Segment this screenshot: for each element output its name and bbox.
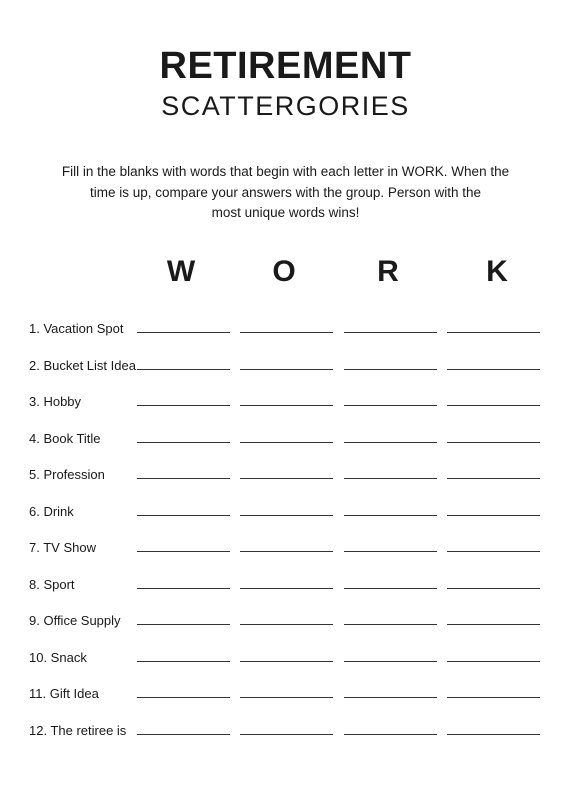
answer-blank-k[interactable] <box>447 478 540 479</box>
category-label: 1. Vacation Spot <box>29 321 124 336</box>
answer-blank-k[interactable] <box>447 442 540 443</box>
answer-blank-o[interactable] <box>240 515 333 516</box>
answer-blank-r[interactable] <box>344 442 437 443</box>
category-row <box>0 427 571 451</box>
category-label: 8. Sport <box>29 576 75 592</box>
category-label: 10. Snack <box>29 649 87 665</box>
category-row <box>0 317 571 341</box>
answer-blank-r[interactable] <box>344 734 437 735</box>
answer-blank-w[interactable] <box>137 661 230 662</box>
category-row <box>0 354 571 378</box>
answer-blank-k[interactable] <box>447 697 540 698</box>
category-label: 3. Hobby <box>29 394 82 409</box>
answer-blank-w[interactable] <box>137 515 230 516</box>
answer-blank-r[interactable] <box>344 661 437 662</box>
category-row <box>0 463 571 487</box>
page-title: RETIREMENT <box>159 45 412 87</box>
answer-blank-k[interactable] <box>447 734 540 735</box>
category-label: 2. Bucket List Idea <box>29 357 136 373</box>
answer-blank-w[interactable] <box>137 478 230 479</box>
answer-blank-k[interactable] <box>447 405 540 406</box>
answer-blank-k[interactable] <box>447 661 540 662</box>
answer-blank-o[interactable] <box>240 734 333 735</box>
answer-blank-w[interactable] <box>137 442 230 443</box>
answer-blank-o[interactable] <box>240 442 333 443</box>
instructions-line: Fill in the blanks with words that begin with each letter in WORK. When the <box>61 164 510 179</box>
answer-blank-k[interactable] <box>447 588 540 589</box>
page-subtitle: SCATTERGORIES <box>161 91 410 121</box>
instructions <box>40 162 531 224</box>
answer-blank-o[interactable] <box>240 624 333 625</box>
column-letter-w: W <box>166 255 196 288</box>
category-row <box>0 536 571 560</box>
category-row <box>0 682 571 706</box>
answer-blank-k[interactable] <box>447 624 540 625</box>
category-label: 12. The retiree is <box>29 722 127 738</box>
category-row <box>0 500 571 524</box>
answer-blank-o[interactable] <box>240 369 333 370</box>
category-row <box>0 646 571 670</box>
answer-blank-r[interactable] <box>344 697 437 698</box>
answer-blank-w[interactable] <box>137 369 230 370</box>
answer-blank-r[interactable] <box>344 478 437 479</box>
answer-blank-r[interactable] <box>344 332 437 333</box>
category-row <box>0 390 571 414</box>
column-letter-k: K <box>486 255 508 288</box>
answer-blank-o[interactable] <box>240 697 333 698</box>
answer-blank-r[interactable] <box>344 588 437 589</box>
category-label: 7. TV Show <box>29 540 96 555</box>
category-label: 4. Book Title <box>29 430 101 446</box>
answer-blank-r[interactable] <box>344 405 437 406</box>
answer-blank-w[interactable] <box>137 624 230 625</box>
answer-blank-w[interactable] <box>137 734 230 735</box>
category-label: 6. Drink <box>29 503 74 519</box>
answer-blank-w[interactable] <box>137 405 230 406</box>
instructions-line: most unique words wins! <box>211 205 360 220</box>
instructions-line: time is up, compare your answers with the group. Person with the <box>90 184 481 200</box>
answer-blank-w[interactable] <box>137 332 230 333</box>
category-label: 9. Office Supply <box>29 613 121 628</box>
column-letter-r: R <box>377 255 399 288</box>
answer-blank-r[interactable] <box>344 515 437 516</box>
answer-blank-k[interactable] <box>447 369 540 370</box>
answer-blank-r[interactable] <box>344 551 437 552</box>
category-row <box>0 609 571 633</box>
answer-blank-r[interactable] <box>344 624 437 625</box>
category-row <box>0 719 571 743</box>
answer-blank-o[interactable] <box>240 588 333 589</box>
answer-blank-o[interactable] <box>240 661 333 662</box>
category-label: 5. Profession <box>29 467 105 482</box>
category-label: 11. Gift Idea <box>29 686 99 701</box>
answer-blank-o[interactable] <box>240 478 333 479</box>
answer-blank-r[interactable] <box>344 369 437 370</box>
answer-blank-o[interactable] <box>240 551 333 552</box>
answer-blank-w[interactable] <box>137 697 230 698</box>
answer-blank-w[interactable] <box>137 551 230 552</box>
answer-blank-k[interactable] <box>447 515 540 516</box>
answer-blank-o[interactable] <box>240 405 333 406</box>
answer-blank-w[interactable] <box>137 588 230 589</box>
answer-blank-k[interactable] <box>447 551 540 552</box>
category-row <box>0 573 571 597</box>
column-letter-o: O <box>272 255 296 288</box>
answer-blank-o[interactable] <box>240 332 333 333</box>
answer-blank-k[interactable] <box>447 332 540 333</box>
